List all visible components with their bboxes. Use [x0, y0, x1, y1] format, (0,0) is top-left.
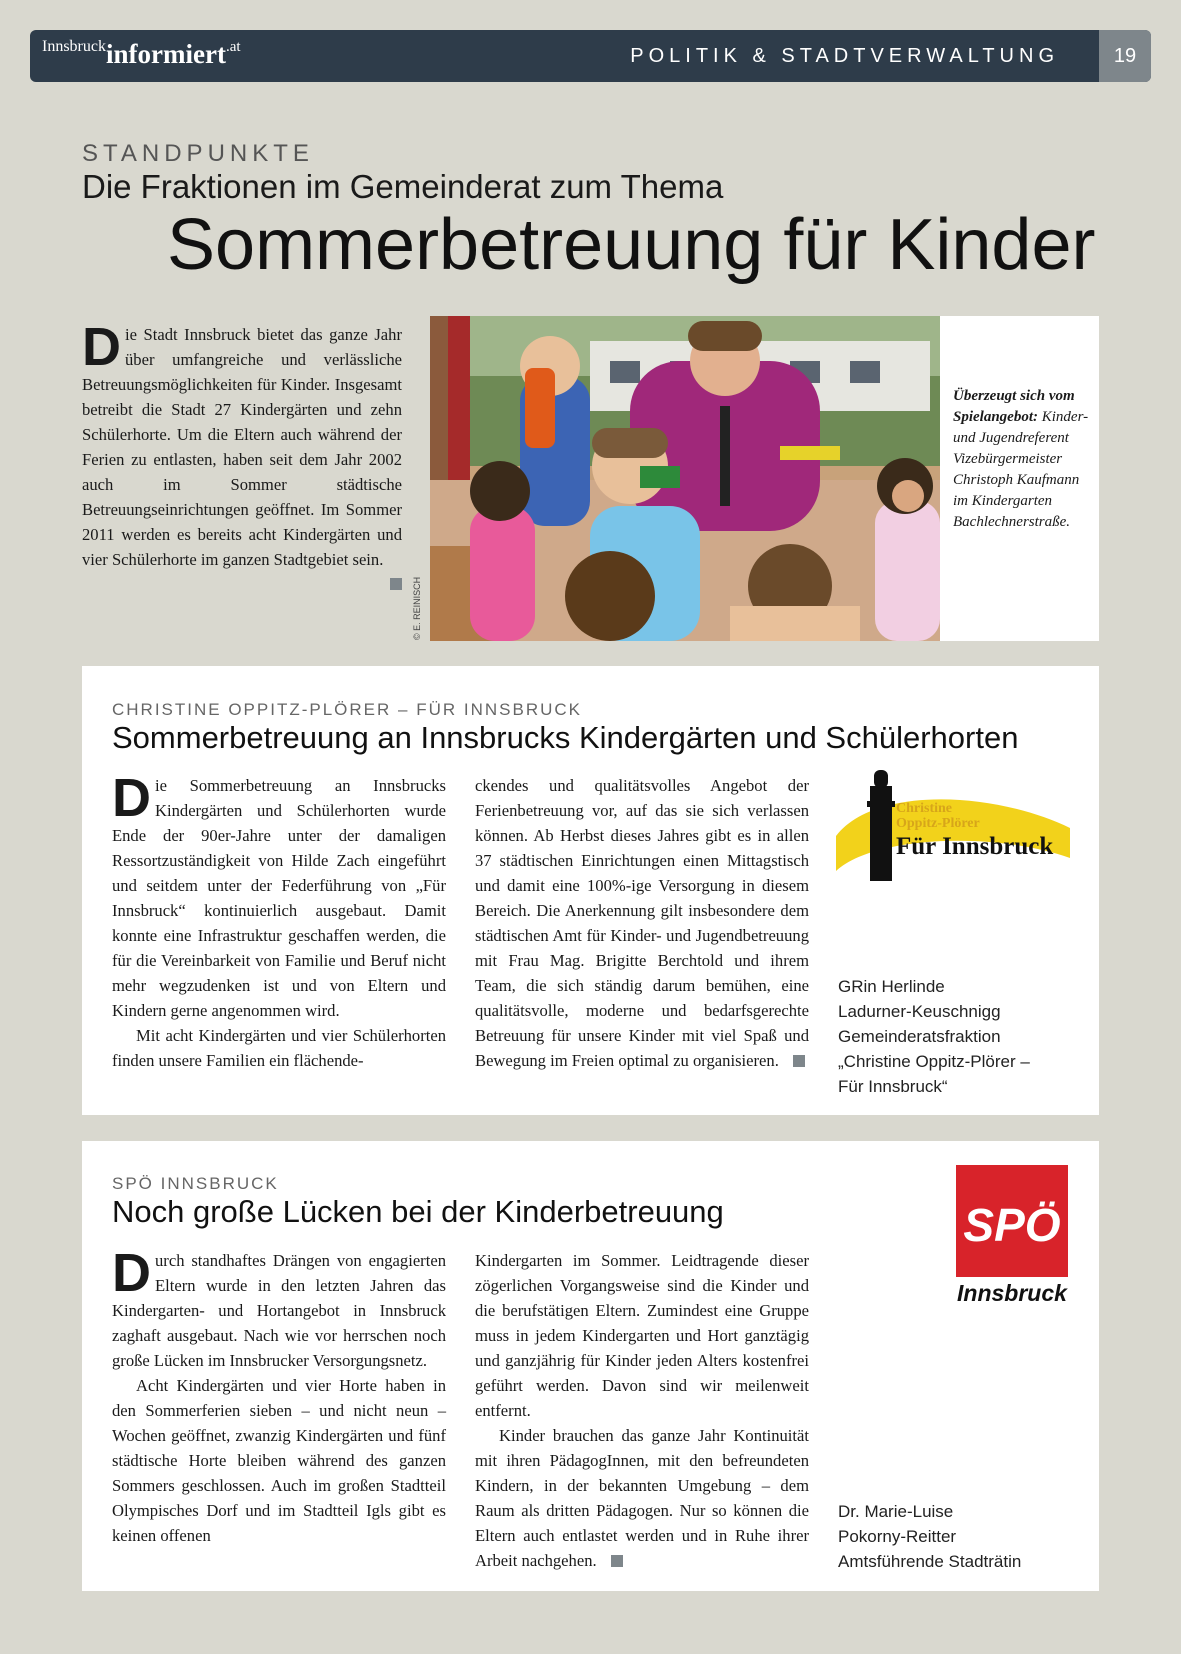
intro-body: ie Stadt Innsbruck bietet das ganze Jahr über umfangreiche und verlässliche Betreuungsmöglichkeiten für Kinder. Insgesamt betreibt die Stadt 27 Kindergärten und zehn Schülerhorte. Um die Eltern auch während der Ferien zu entlasten, haben seit dem Jahr 2002 auch im Sommer städtische Betreuungseinrichtungen geöffnet. Im Sommer 2011 werden es bereits acht Kindergärten und vier Schülerhorte im ganzen Stadtgebiet sein.	[82, 325, 402, 569]
brand-suffix: .at	[225, 39, 241, 55]
kindergarten-photo	[430, 316, 940, 641]
brand-small: Innsbruck	[42, 38, 106, 55]
kicker: STANDPUNKTE	[82, 140, 314, 167]
paragraph: Kindergarten im Sommer. Leidtragende dieser zögerlichen Vorgangsweise sind die Kinder und die berufstätigen Eltern. Zumindest eine Gruppe muss in jedem Kindergarten und Hort ganztägig und ganzjährig für Kinder jeden Alters kostenfrei geführt werden. Davon sind wir meilenweit entfernt.	[475, 1251, 809, 1420]
end-mark-icon	[793, 1055, 805, 1067]
dropcap: D	[112, 1243, 151, 1303]
article-spoe	[82, 1141, 1099, 1591]
headline: Sommerbetreuung für Kinder	[167, 205, 1096, 285]
brand-main: informiert	[105, 39, 226, 69]
logo-line-3: Für Innsbruck	[896, 833, 1054, 860]
photo-illustration	[430, 316, 940, 641]
section-title: POLITIK & STADTVERWALTUNG	[630, 45, 1059, 67]
paragraph: Acht Kindergärten und vier Horte haben in den Sommerferien sieben – und nicht neun – Wochen geöffnet, zwanzig Kindergärten und fünf städtische Horte bleiben während des ganzen Sommers geschlossen. Auch im großen Stadtteil Olympisches Dorf und im Stadtteil Igls gibt es keinen offenen	[112, 1376, 446, 1545]
caption-bold: Überzeugt sich vom Spielangebot:	[953, 388, 1075, 425]
sign-line: Pokorny-Reitter	[838, 1527, 957, 1546]
sign-line: Dr. Marie-Luise	[838, 1502, 954, 1521]
logo-line-1: Christine	[896, 801, 952, 816]
intro-text	[82, 317, 402, 590]
article-column-2	[475, 773, 809, 1073]
photo-caption	[953, 386, 1091, 533]
article-column-1	[112, 1243, 446, 1548]
paragraph: Mit acht Kindergärten und vier Schülerhorten finden unsere Familien ein flächende-	[112, 1026, 446, 1070]
party-label: CHRISTINE OPPITZ-PLÖRER – FÜR INNSBRUCK	[112, 700, 582, 719]
article-column-2	[475, 1248, 809, 1573]
brand-logo	[42, 38, 241, 70]
sign-line: Ladurner-Keuschnigg	[838, 1002, 1001, 1021]
sign-line: Für Innsbruck“	[838, 1077, 948, 1096]
dropcap: D	[112, 768, 151, 828]
article-title: Sommerbetreuung an Innsbrucks Kindergärten und Schülerhorten	[112, 720, 1019, 755]
author-signature	[838, 974, 1078, 1099]
end-mark-icon	[390, 578, 402, 590]
photo-credit: © E. REINISCH	[412, 576, 422, 640]
fuer-innsbruck-logo	[834, 766, 1074, 881]
paragraph-text: urch standhaftes Drängen von engagierten Eltern wurde in den letzten Jahren das Kindergarten- und Hortangebot in Innsbruck zaghaft ausgebaut. Nach wie vor herrschen noch große Lücken im Innsbrucker Versorgungsnetz.	[112, 1251, 446, 1370]
sign-line: Amtsführende Stadträtin	[838, 1552, 1022, 1571]
paragraph-text: ckendes und qualitätsvolles Angebot der Ferienbetreuung vor, auf das sie sich verlassen können. Ab Herbst dieses Jahres gibt es in allen 37 städtischen Einrichtungen einen Mittagstisch und damit eine 100%-ige Versorgung in diesem Bereich. Die Anerkennung gilt insbesondere dem städtischen Amt für Kinder- und Jugendbetreuung mit Frau Mag. Brigitte Berchtold und ihrem Team, die sich ständig darum bemühen, eine qualitätsvolle, moderne und bedarfsgerechte Betreuung für unsere Kinder mit viel Spaß und Bewegung im Freien optimal zu organisieren.	[475, 776, 809, 1070]
sign-line: „Christine Oppitz-Plörer –	[838, 1052, 1030, 1071]
logo-line-2: Oppitz-Plörer	[896, 816, 980, 831]
paragraph	[112, 1243, 446, 1373]
party-label: SPÖ INNSBRUCK	[112, 1174, 279, 1193]
sign-line: Gemeinderatsfraktion	[838, 1027, 1001, 1046]
page-header	[30, 30, 1151, 82]
sign-line: GRin Herlinde	[838, 977, 945, 996]
dropcap: D	[82, 317, 121, 377]
caption-text: Kinder- und Jugendreferent Vizebürgermeister Christoph Kaufmann im Kindergarten Bachlechnerstraße.	[953, 409, 1089, 530]
subheadline: Die Fraktionen im Gemeinderat zum Thema	[82, 168, 724, 205]
end-mark-icon	[611, 1555, 623, 1567]
author-signature	[838, 1499, 1078, 1574]
paragraph	[112, 768, 446, 1023]
paragraph	[475, 773, 809, 1073]
article-fuer-innsbruck	[82, 666, 1099, 1115]
paragraph	[475, 1423, 809, 1573]
logo-main: SPÖ	[963, 1199, 1061, 1251]
paragraph-text: ie Sommerbetreuung an Innsbrucks Kindergärten und Schülerhorten wurde Ende der 90er-Jahre unter der damaligen Ressortzuständigkeit von Hilde Zach eingeführt und seitdem unter der Federführung von „Für Innsbruck“ kontinuierlich ausgebaut. Damit konnte eine Infrastruktur geschaffen werden, die für die Vereinbarkeit von Familie und Beruf nicht mehr wegzudenken ist und von Eltern und Kindern gerne angenommen wird.	[112, 776, 446, 1020]
article-title: Noch große Lücken bei der Kinderbetreuung	[112, 1194, 724, 1229]
article-column-1	[112, 768, 446, 1073]
spoe-logo	[954, 1165, 1072, 1305]
logo-sub: Innsbruck	[957, 1280, 1067, 1305]
page-number: 19	[1099, 30, 1151, 82]
paragraph-text: Kinder brauchen das ganze Jahr Kontinuität mit ihren PädagogInnen, mit den befreundeten Kindern, in der bekannten Umgebung – dem Raum als dritten Pädagogen. Nur so können die Eltern auch entlastet werden und in Ruhe ihrer Arbeit nachgehen.	[475, 1426, 809, 1570]
